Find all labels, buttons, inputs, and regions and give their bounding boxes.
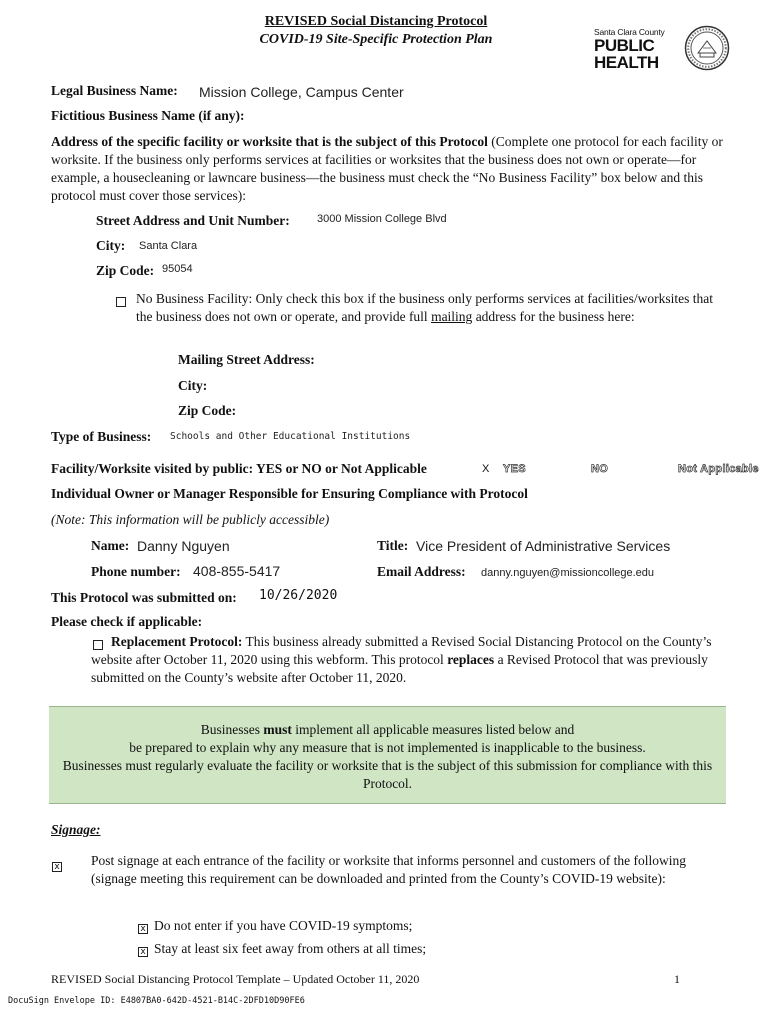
public-health-logo — [594, 27, 674, 71]
submitted-on-field[interactable]: 10/26/2020 — [259, 588, 338, 603]
replacement-text: Replacement Protocol: This business already submitted a Revised Social Distancing Protocol on the County’s website after October 11, 2020 using this webform. This protocol replaces a Revised Protocol that was previously submitted on the County’s website after October 11, 2020. — [91, 634, 712, 685]
zip-field[interactable]: 95054 — [162, 263, 193, 275]
symptoms-checkbox[interactable]: x — [138, 924, 148, 934]
email-label: Email Address: — [377, 564, 466, 579]
no-facility-checkbox[interactable] — [116, 294, 132, 310]
mailing-street-label: Mailing Street Address: — [178, 352, 315, 367]
document-title: REVISED Social Distancing Protocol — [264, 14, 488, 29]
notice-line-3: Businesses must regularly evaluate the facility or worksite that is the subject of this submission for compliance with this Protocol. — [62, 758, 713, 791]
distance-text: Stay at least six feet away from others at all times; — [154, 941, 427, 956]
address-instructions-text: (Complete one protocol for each facility or worksite. If the business only performs services at facilities or worksites that the business does not own or operate—for example, a housecleaning or lawncare business—the business must check the “No Business Facility” box below and this protocol must cover those services): — [51, 134, 723, 203]
owner-heading: Individual Owner or Manager Responsible for Ensuring Compliance with Protocol — [51, 486, 528, 501]
no-facility-text: No Business Facility: Only check this box if the business only performs services at facilities/worksites that the business does not own or operate, and provide full mailing address for the business here: — [136, 291, 714, 324]
signage-main-checkbox[interactable]: x — [52, 856, 68, 872]
title-field[interactable]: Vice President of Administrative Services — [416, 538, 671, 554]
signage-main-text: Post signage at each entrance of the facility or worksite that informs personnel and customers of the following (signage meeting this requirement can be downloaded and printed from the County’s COVID-19 website): — [91, 853, 686, 886]
signage-item-symptoms — [138, 918, 412, 934]
signage-item-distance — [138, 941, 426, 957]
mailing-zip-label: Zip Code: — [178, 403, 237, 418]
document-subtitle: COVID-19 Site-Specific Protection Plan — [259, 32, 493, 47]
submitted-on-label: This Protocol was submitted on: — [51, 590, 237, 605]
fictitious-name-label: Fictitious Business Name (if any): — [51, 108, 245, 123]
check-applicable-label: Please check if applicable: — [51, 614, 203, 629]
notice-line-2: be prepared to explain why any measure that is not implemented is inapplicable to the business. — [129, 740, 646, 755]
name-label: Name: — [91, 538, 130, 553]
footer-template-text: REVISED Social Distancing Protocol Template – Updated October 11, 2020 — [51, 972, 420, 986]
logo-health-text: HEALTH — [594, 53, 659, 72]
distance-checkbox[interactable]: x — [138, 947, 148, 957]
address-instructions — [51, 133, 726, 205]
visited-by-public-label: Facility/Worksite visited by public: YES or NO or Not Applicable — [51, 461, 427, 476]
phone-field[interactable]: 408-855-5417 — [193, 563, 281, 579]
county-seal-icon — [684, 25, 730, 71]
phone-label: Phone number: — [91, 564, 181, 579]
logo-county-text: Santa Clara County — [594, 27, 665, 37]
zip-label: Zip Code: — [96, 263, 155, 278]
street-field[interactable]: 3000 Mission College Blvd — [317, 213, 447, 225]
docusign-envelope-id: DocuSign Envelope ID: E4807BA0-642D-4521-B14C-2DFD10D90FE6 — [8, 996, 305, 1006]
business-type-field[interactable]: Schools and Other Educational Institutions — [170, 431, 411, 442]
visited-no-option[interactable]: NO — [591, 463, 609, 475]
notice-line-1: Businesses must implement all applicable measures listed below and — [200, 722, 575, 737]
page-number: 1 — [674, 972, 680, 986]
legal-name-label: Legal Business Name: — [51, 83, 178, 98]
visited-selection-mark[interactable]: X — [482, 463, 490, 475]
address-heading: Address of the specific facility or worksite that is the subject of this Protocol — [51, 134, 488, 149]
logo-public-text: PUBLIC — [594, 36, 655, 55]
email-field[interactable]: danny.nguyen@missioncollege.edu — [481, 567, 655, 579]
signage-heading: Signage: — [51, 822, 101, 837]
business-type-label: Type of Business: — [51, 429, 152, 444]
city-label: City: — [96, 238, 126, 253]
street-label: Street Address and Unit Number: — [96, 213, 290, 228]
mailing-city-label: City: — [178, 378, 208, 393]
legal-name-field[interactable]: Mission College, Campus Center — [199, 84, 404, 100]
symptoms-text: Do not enter if you have COVID-19 symptoms; — [154, 918, 413, 933]
visited-yes-option[interactable]: YES — [503, 463, 526, 475]
city-field[interactable]: Santa Clara — [139, 240, 198, 252]
title-label: Title: — [377, 538, 409, 553]
visited-na-option[interactable]: Not Applicable — [678, 463, 759, 475]
compliance-notice-box — [49, 706, 726, 804]
public-note: (Note: This information will be publicly accessible) — [51, 512, 330, 527]
name-field[interactable]: Danny Nguyen — [137, 538, 230, 554]
